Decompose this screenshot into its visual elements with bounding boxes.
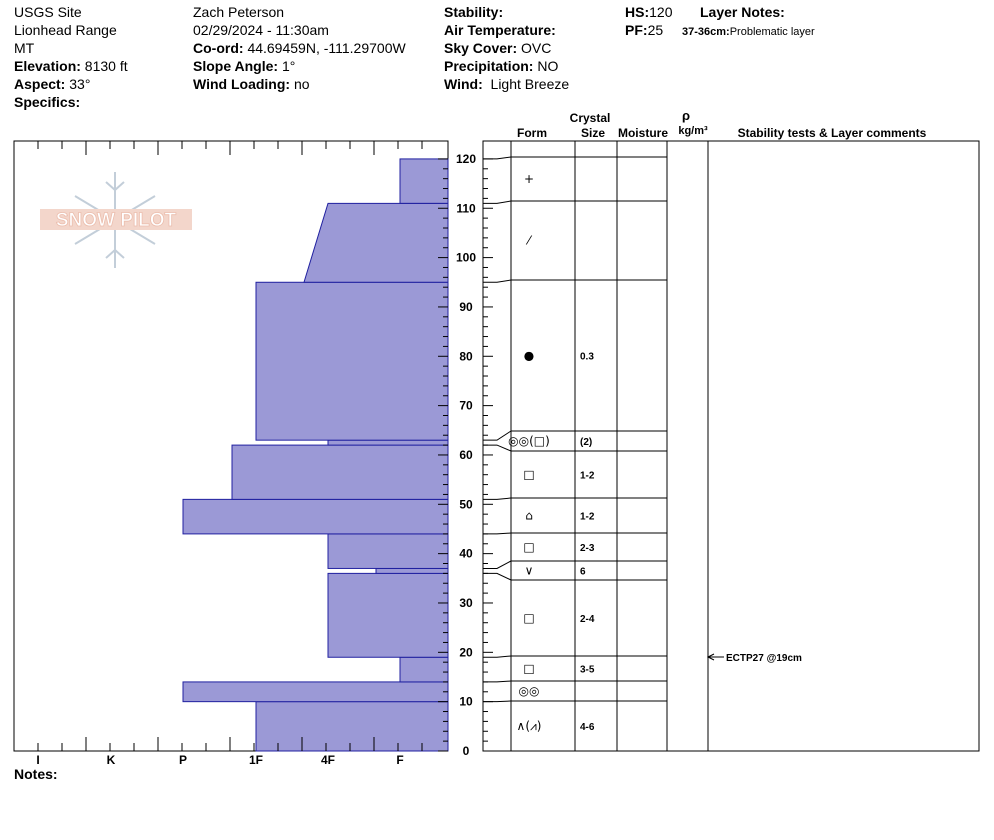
- slope-angle: Slope Angle: 1°: [193, 58, 296, 74]
- logo-text: SNOW PILOT: [55, 210, 177, 231]
- y-tick-label: 10: [459, 694, 473, 709]
- form-header: Form: [517, 126, 547, 140]
- hardness-layer-7: [232, 445, 448, 499]
- layer-size: 2-3: [580, 543, 595, 554]
- layer-connector: [483, 498, 511, 499]
- hardness-layer-6: [183, 499, 448, 534]
- x-tick-label: 4F: [320, 753, 336, 767]
- y-tick-label: 110: [456, 201, 476, 216]
- layer-size: 3-5: [580, 664, 595, 676]
- y-tick-label: 90: [459, 299, 473, 314]
- coordinates: Co-ord: 44.69459N, -111.29700W: [193, 40, 406, 56]
- x-tick-label: F: [396, 753, 404, 767]
- y-tick-label: 60: [459, 447, 473, 462]
- layer-form: □: [523, 540, 535, 554]
- y-tick-label: 50: [459, 497, 473, 512]
- layer-size: 6: [580, 566, 586, 578]
- layer-form: □: [523, 611, 535, 625]
- layer-connector: [483, 701, 511, 702]
- hardness-layer-9: [256, 282, 448, 440]
- hardness-profile: [183, 159, 448, 751]
- site-state: MT: [14, 40, 35, 56]
- top-ticks: [14, 141, 422, 155]
- layer-form: ∧(⩘): [516, 719, 542, 733]
- hardness-layer-5: [328, 534, 448, 569]
- foot-penetration: PF:25: [625, 22, 664, 38]
- y-tick-label: 80: [459, 349, 473, 364]
- layer-form: □: [523, 467, 535, 482]
- wind: Wind: Light Breeze: [444, 76, 570, 92]
- layer-form: ●: [523, 348, 535, 363]
- layer-connector: [483, 445, 511, 451]
- layer-size: 1-2: [580, 470, 595, 482]
- elevation: Elevation: 8130 ft: [14, 58, 128, 74]
- layer-size: 0.3: [580, 351, 594, 363]
- hardness-layer-8: [328, 440, 448, 445]
- layer-connector: [483, 573, 511, 580]
- layer-connector: [483, 533, 511, 534]
- layer-connector: [483, 561, 511, 568]
- notes-label: Notes:: [14, 766, 58, 782]
- y-tick-label: 30: [459, 595, 473, 610]
- air-temperature: Air Temperature:: [444, 22, 556, 38]
- layer-connector: [483, 681, 511, 682]
- density-symbol: ρ: [681, 108, 691, 123]
- hardness-layer-3: [328, 573, 448, 657]
- aspect: Aspect: 33°: [14, 76, 91, 92]
- layer-form: □: [523, 661, 535, 676]
- specifics: Specifics:: [14, 94, 81, 110]
- y-tick-label: 70: [459, 398, 473, 413]
- layer-connector: [483, 280, 511, 282]
- hardness-layer-10: [304, 203, 448, 282]
- x-tick-label: K: [106, 753, 116, 767]
- density-unit: kg/m³: [678, 125, 708, 137]
- layer-form: ◎◎(□): [508, 434, 550, 448]
- y-tick-label: 100: [455, 250, 477, 265]
- layer-connector: [483, 201, 511, 203]
- y-tick-label: 20: [459, 645, 473, 660]
- y-tick-label: 0: [462, 744, 470, 758]
- hardness-layer-0: [256, 702, 448, 751]
- layer-size: 4-6: [580, 722, 595, 733]
- test-label: ECTP27 @19cm: [726, 653, 802, 664]
- x-tick-label: 1F: [248, 753, 264, 767]
- layer-form: ⁄: [527, 233, 531, 248]
- layer-size: 1-2: [580, 511, 595, 523]
- layer-form: ◎◎: [518, 684, 540, 698]
- snowpilot-logo: [40, 172, 192, 268]
- hardness-layer-11: [400, 159, 448, 203]
- observer: Zach Peterson: [193, 4, 285, 20]
- layer-size: (2): [580, 437, 593, 448]
- hardness-layer-4: [376, 568, 448, 573]
- layer-connector: [483, 157, 511, 159]
- layer-form: +: [523, 172, 535, 186]
- crystal-header: Crystal: [569, 111, 611, 125]
- x-tick-label: I: [36, 753, 40, 767]
- layer-form: ∨: [524, 563, 534, 578]
- stability-tests: [708, 653, 802, 664]
- snow-height: HS:120: [625, 4, 673, 20]
- size-header: Size: [580, 126, 606, 140]
- hardness-layer-2: [400, 657, 448, 682]
- site-name: USGS Site: [14, 4, 82, 20]
- layer-size: 2-4: [580, 614, 595, 625]
- sky-cover: Sky Cover: OVC: [444, 40, 552, 56]
- hardness-layer-1: [183, 682, 448, 702]
- layer-connector: [483, 656, 511, 657]
- stability-header: Stability tests & Layer comments: [737, 126, 927, 140]
- site-range: Lionhead Range: [14, 22, 117, 38]
- stability: Stability:: [444, 4, 504, 20]
- wind-loading: Wind Loading: no: [193, 76, 310, 92]
- datetime: 02/29/2024 - 11:30am: [193, 22, 329, 38]
- y-tick-label: 120: [455, 151, 477, 166]
- layer-form: ⌂: [525, 508, 533, 523]
- moisture-header: Moisture: [617, 126, 669, 140]
- layer-notes-label: Layer Notes:: [700, 4, 785, 20]
- x-tick-label: P: [178, 753, 188, 767]
- precipitation: Precipitation: NO: [444, 58, 559, 74]
- layer-note: 37-36cm:Problematic layer: [682, 26, 815, 38]
- y-tick-label: 40: [459, 546, 473, 561]
